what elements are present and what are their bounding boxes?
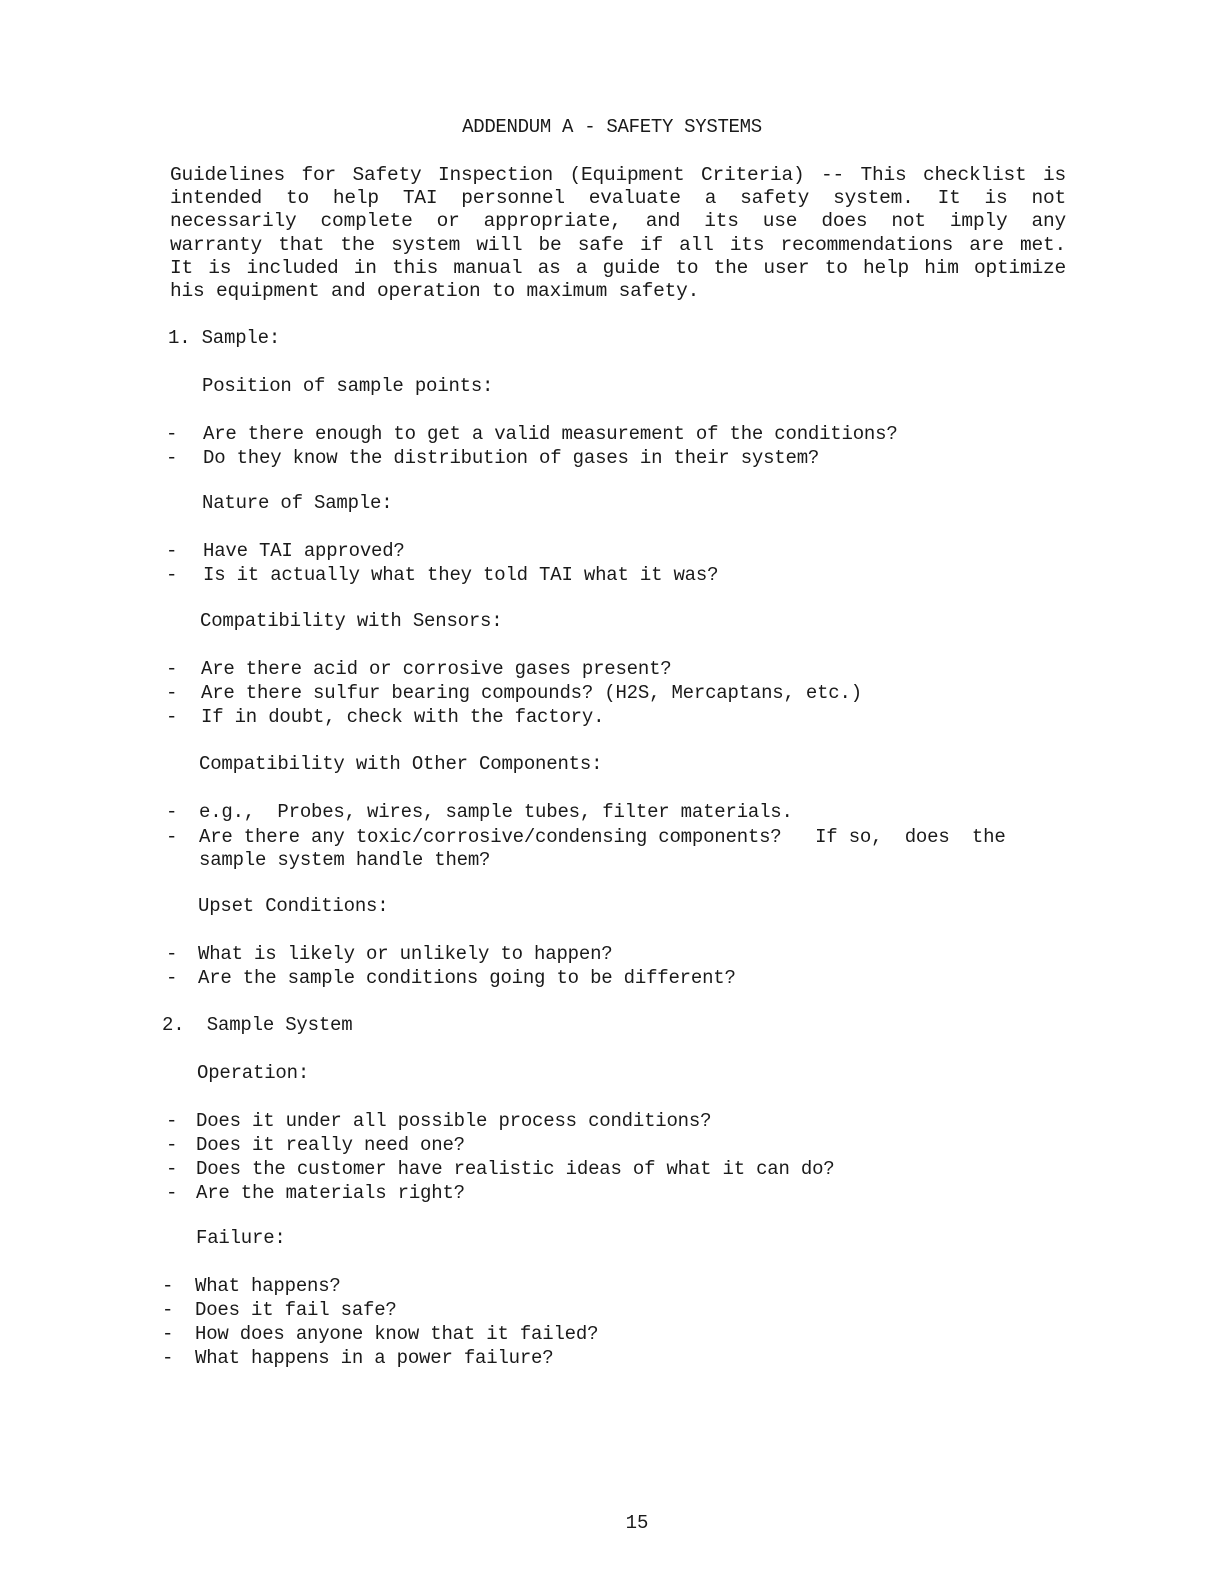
dash-bullet: - (166, 564, 178, 586)
intro-line: warranty that the system will be safe if all its recommendations are met. (170, 233, 1066, 256)
checklist-item: Do they know the distribution of gases in their system? (203, 447, 820, 469)
dash-bullet: - (166, 706, 178, 728)
subsection-heading: Position of sample points: (202, 375, 494, 397)
dash-bullet: - (166, 943, 178, 965)
dash-bullet: - (166, 801, 178, 823)
dash-bullet: - (166, 1182, 178, 1204)
intro-line: necessarily complete or appropriate, and its use does not imply any (170, 210, 1066, 233)
subsection-heading: Compatibility with Sensors: (200, 610, 503, 632)
checklist-item-continuation: sample system handle them? (199, 849, 491, 871)
checklist-item: How does anyone know that it failed? (195, 1323, 599, 1345)
checklist-item: Does it really need one? (196, 1134, 465, 1156)
checklist-item: Does the customer have realistic ideas of what it can do? (196, 1158, 835, 1180)
checklist-item: Are there enough to get a valid measurement of the conditions? (203, 423, 898, 445)
dash-bullet: - (166, 658, 178, 680)
section-heading: 2. Sample System (162, 1014, 353, 1036)
dash-bullet: - (166, 826, 178, 848)
subsection-heading: Operation: (197, 1062, 310, 1084)
dash-bullet: - (166, 1134, 178, 1156)
intro-line: It is included in this manual as a guide to the user to help him optimize (170, 256, 1066, 279)
subsection-heading: Upset Conditions: (198, 895, 389, 917)
dash-bullet: - (166, 447, 178, 469)
dash-bullet: - (162, 1275, 174, 1297)
dash-bullet: - (166, 1158, 178, 1180)
dash-bullet: - (162, 1323, 174, 1345)
section-heading: 1. Sample: (168, 327, 281, 349)
dash-bullet: - (166, 540, 178, 562)
checklist-item: If in doubt, check with the factory. (201, 706, 605, 728)
dash-bullet: - (166, 1110, 178, 1132)
checklist-item: e.g., Probes, wires, sample tubes, filter materials. (199, 801, 793, 823)
intro-line: intended to help TAI personnel evaluate a safety system. It is not (170, 187, 1066, 210)
page-number: 15 (625, 1512, 649, 1534)
subsection-heading: Compatibility with Other Components: (199, 753, 603, 775)
subsection-heading: Failure: (196, 1227, 286, 1249)
page-title: ADDENDUM A - SAFETY SYSTEMS (462, 116, 762, 138)
checklist-item: Are the materials right? (196, 1182, 465, 1204)
checklist-item: What happens in a power failure? (195, 1347, 554, 1369)
checklist-item: Are there any toxic/corrosive/condensing components? If so, does the (199, 826, 1006, 848)
intro-line: Guidelines for Safety Inspection (Equipment Criteria) -- This checklist is (170, 164, 1066, 186)
checklist-item: Are the sample conditions going to be different? (198, 967, 736, 989)
dash-bullet: - (166, 967, 178, 989)
subsection-heading: Nature of Sample: (202, 492, 393, 514)
checklist-item: Have TAI approved? (203, 540, 405, 562)
checklist-item: What happens? (195, 1275, 341, 1297)
checklist-item: What is likely or unlikely to happen? (198, 943, 613, 965)
checklist-item: Does it fail safe? (195, 1299, 397, 1321)
checklist-item: Are there sulfur bearing compounds? (H2S, Mercaptans, etc.) (201, 682, 862, 704)
dash-bullet: - (166, 423, 178, 445)
dash-bullet: - (166, 682, 178, 704)
checklist-item: Is it actually what they told TAI what it was? (203, 564, 719, 586)
intro-paragraph (170, 164, 1066, 303)
dash-bullet: - (162, 1347, 174, 1369)
checklist-item: Does it under all possible process conditions? (196, 1110, 712, 1132)
dash-bullet: - (162, 1299, 174, 1321)
intro-line: his equipment and operation to maximum safety. (170, 280, 700, 303)
checklist-item: Are there acid or corrosive gases present? (201, 658, 672, 680)
